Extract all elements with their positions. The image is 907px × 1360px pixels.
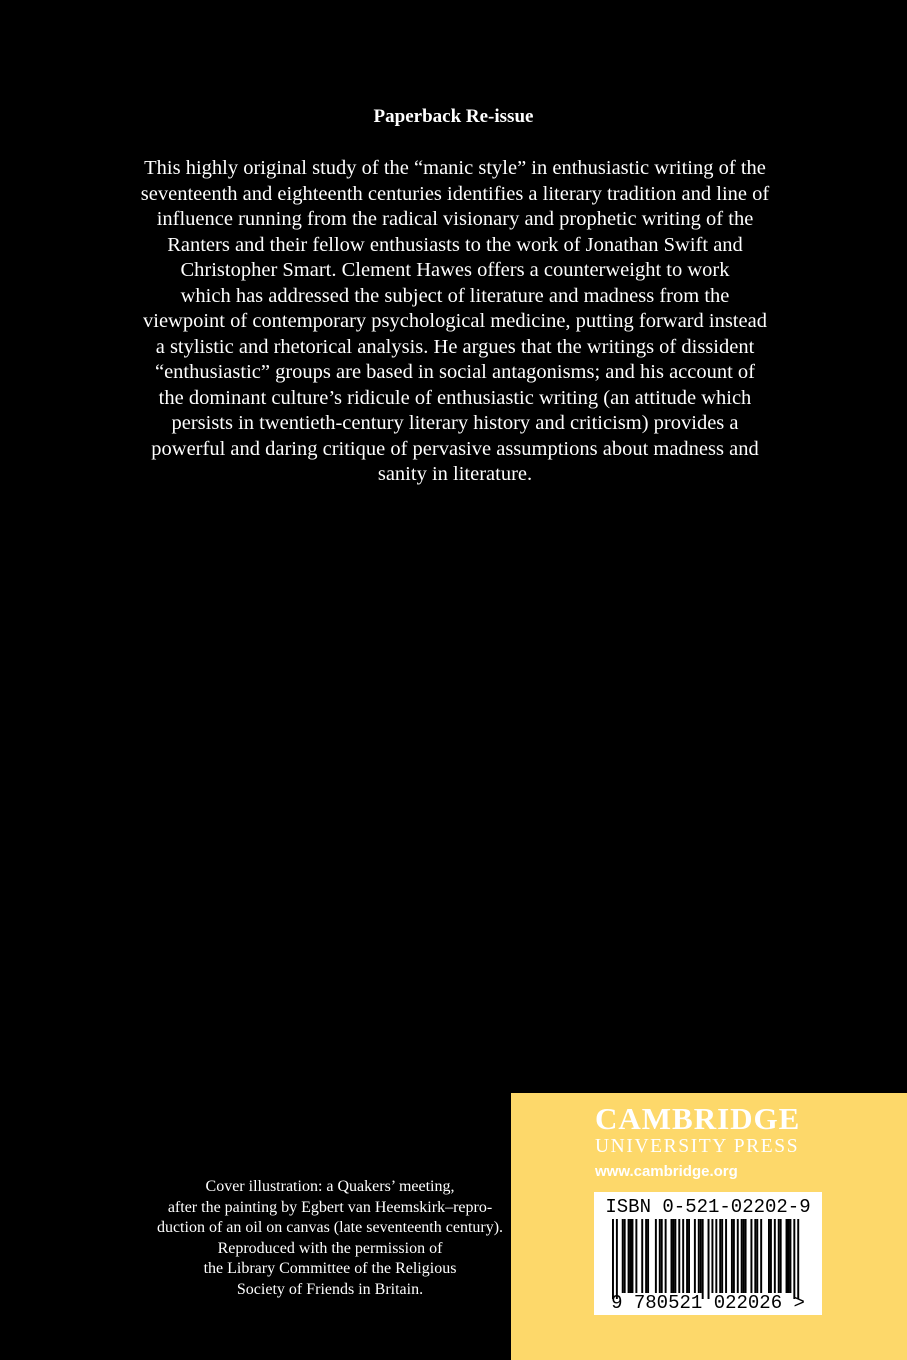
barcode-bar (678, 1219, 680, 1293)
barcode-bar (708, 1219, 710, 1299)
barcode-bar (671, 1219, 673, 1293)
description-line: seventeenth and eighteenth centuries identifies a literary tradition and line of (140, 182, 770, 205)
barcode-bar (745, 1219, 747, 1293)
barcode-bar (661, 1219, 663, 1293)
barcode-bar (682, 1219, 684, 1293)
barcode-bar (754, 1219, 756, 1293)
barcode-bar (630, 1219, 632, 1293)
description-line: This highly original study of the “manic style” in enthusiastic writing of the (144, 157, 766, 179)
description-line: Ranters and their fellow enthusiasts to the work of Jonathan Swift and (167, 233, 743, 256)
barcode-bar (622, 1219, 624, 1293)
barcode-bar (628, 1219, 630, 1293)
barcode-bar (635, 1219, 637, 1293)
barcode-bar (674, 1219, 676, 1293)
isbn-barcode (594, 1192, 822, 1315)
barcode-bars (612, 1219, 799, 1299)
description-line: Christopher Smart. Clement Hawes offers a counterweight to work (180, 259, 730, 281)
barcode-bar (688, 1219, 690, 1293)
barcode-bar (616, 1219, 618, 1299)
barcode-bar (632, 1219, 634, 1293)
description-line: which has addressed the subject of literature and madness from the (180, 284, 730, 307)
barcode-bar (641, 1219, 643, 1293)
barcode-bar (698, 1219, 700, 1293)
barcode-bar (778, 1219, 780, 1293)
barcode-bar (694, 1219, 696, 1293)
publisher-logo-name: CAMBRIDGE (595, 1101, 801, 1136)
barcode-bar (788, 1219, 790, 1293)
description-line: “enthusiastic” groups are based in social antagonisms; and his account of (154, 361, 756, 383)
barcode-bar (612, 1219, 614, 1299)
barcode-bar (789, 1219, 791, 1293)
barcode-bar (715, 1219, 717, 1293)
credit-line: Society of Friends in Britain. (236, 1280, 424, 1298)
barcode-bar (756, 1219, 758, 1293)
barcode-bar (786, 1219, 788, 1293)
barcode-bar (655, 1219, 657, 1293)
barcode-bar (768, 1219, 770, 1293)
barcode-bar (797, 1219, 799, 1299)
barcode-bar (711, 1219, 713, 1293)
publisher-url[interactable]: www.cambridge.org (595, 1163, 738, 1180)
barcode-bar (647, 1219, 649, 1293)
back-cover-heading: Paperback Re-issue (373, 106, 534, 127)
barcode-bar (733, 1219, 735, 1293)
credit-line: after the painting by Egbert van Heemskirk–repro- (167, 1198, 493, 1216)
barcode-graphic (594, 1192, 822, 1315)
book-description (110, 156, 800, 488)
isbn-label: ISBN 0-521-02202-9 (605, 1196, 811, 1218)
credit-line: duction of an oil on canvas (late seventeenth century). (156, 1219, 504, 1236)
credit-line: Reproduced with the permission of (217, 1239, 443, 1257)
barcode-bar (672, 1219, 674, 1293)
barcode-bar (700, 1219, 702, 1293)
barcode-bar (665, 1219, 667, 1293)
cover-illustration-credit (140, 1177, 520, 1300)
barcode-bar (624, 1219, 626, 1293)
publisher-logo-subtitle: UNIVERSITY PRESS (595, 1136, 800, 1157)
barcode-bar (793, 1219, 795, 1299)
barcode-digits: 9 780521 022026 > (611, 1292, 805, 1314)
description-line: the dominant culture’s ridicule of enthusiastic writing (an attitude which (158, 386, 752, 409)
description-line: influence running from the radical visionary and prophetic writing of the (156, 208, 754, 230)
description-line: powerful and daring critique of pervasive assumptions about madness and (151, 437, 759, 460)
credit-line: the Library Committee of the Religious (203, 1260, 457, 1277)
barcode-bar (737, 1219, 739, 1293)
barcode-bar (659, 1219, 661, 1293)
credit-line: Cover illustration: a Quakers’ meeting, (205, 1178, 455, 1195)
barcode-bar (743, 1219, 745, 1293)
barcode-bar (731, 1219, 733, 1293)
barcode-bar (780, 1219, 782, 1293)
barcode-bar (760, 1219, 762, 1293)
description-line: sanity in literature. (377, 463, 533, 485)
barcode-bar (721, 1219, 723, 1293)
barcode-bar (686, 1219, 688, 1293)
barcode-bar (741, 1219, 743, 1293)
barcode-bar (774, 1219, 776, 1293)
barcode-bar (725, 1219, 727, 1293)
barcode-bar (770, 1219, 772, 1293)
description-line: a stylistic and rhetorical analysis. He argues that the writings of dissident (155, 335, 755, 358)
barcode-bar (645, 1219, 647, 1293)
description-line: viewpoint of contemporary psychological medicine, putting forward instead (143, 310, 767, 332)
barcode-bar (719, 1219, 721, 1293)
barcode-bar (702, 1219, 704, 1299)
description-line: persists in twentieth-century literary history and criticism) provides a (171, 412, 739, 434)
barcode-bar (750, 1219, 752, 1293)
publisher-panel (511, 1093, 907, 1360)
